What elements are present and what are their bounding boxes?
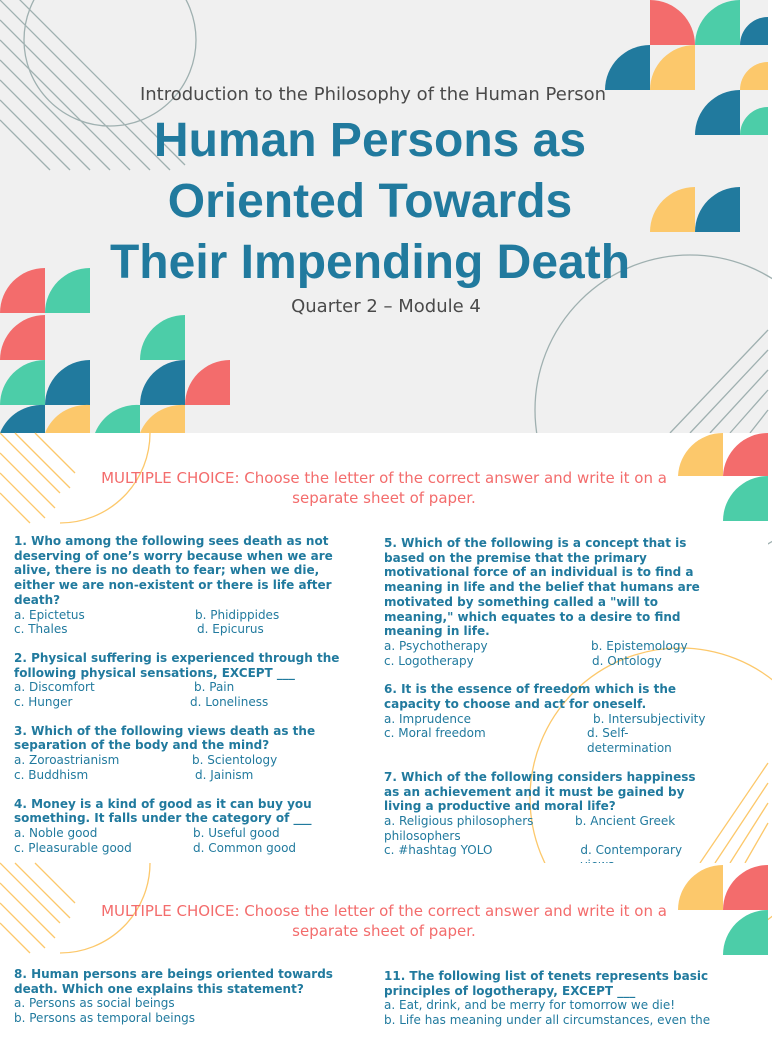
question-text: 1. Who among the following sees death as not deserving of one’s worry because when we are alive, there is no death to fear; when we die, either we are non-existent or there is life after death? [14,534,333,607]
question-text: 6. It is the essence of freedom which is the capacity to choose and act for oneself. [384,682,677,712]
choice: a. Persons as social beings [14,996,175,1011]
question-text: 2. Physical suffering is experienced through the following physical sensations, EXCEPT ___ [14,650,340,680]
question-text: 7. Which of the following considers happiness as an achievement and it must be gained by living a productive and moral life? [384,769,696,814]
choice: a. Eat, drink, and be merry for tomorrow we die! [384,998,676,1013]
choice: a. Zoroastrianism [14,753,120,768]
choice: d. Ontology [592,653,662,668]
subject-title: Introduction to the Philosophy of the Human Person [139,84,607,105]
choice: d. Loneliness [190,695,269,710]
choice: b. Epistemology [591,638,688,653]
module-title-line: Their Impending Death [109,236,631,289]
question-item [384,682,712,756]
choice: a. Epictetus [14,607,85,622]
choice: b. Ancient Greek philosophers [384,813,676,843]
question-column-right [384,969,729,1042]
question-column-left [14,534,354,869]
question-item [14,651,354,710]
question-text: 3. Which of the following views death as the separation of the body and the mind? [14,723,316,753]
instructions: MULTIPLE CHOICE: Choose the letter of the correct answer and write it on a separate sheet of paper. [101,469,667,507]
cover-slide [0,0,768,433]
module-title [0,110,740,293]
choice: b. Scientology [192,753,278,768]
choice: b. Phidippides [195,607,280,622]
question-text: 11. The following list of tenets represents basic principles of logotherapy, EXCEPT ___ [384,969,709,998]
question-item [14,534,354,637]
choice: d. Jainism [195,767,254,782]
choice: c. Thales [14,622,68,637]
choice: c. Pleasurable good [14,840,132,855]
question-column-left [14,967,354,1040]
choice: a. Religious philosophers [384,813,534,828]
choice: b. Life has meaning under all circumstances, even the [384,1013,711,1028]
choice: d. Self-determination [586,726,672,756]
question-column-right [384,536,712,887]
choice: a. Discomfort [14,680,95,695]
choice: d. Contemporary [580,843,683,858]
question-item [384,770,712,873]
choice: a. Psychotherapy [384,638,488,653]
quarter-module-label: Quarter 2 – Module 4 [291,296,481,317]
choice: b. Persons as temporal beings [14,1011,196,1026]
choice: c. Moral freedom [384,726,486,741]
question-text: 4. Money is a kind of good as it can buy you something. It falls under the category of ___ [14,796,312,826]
choice: c. #hashtag YOLO [384,843,493,858]
instructions: MULTIPLE CHOICE: Choose the letter of the correct answer and write it on a separate sheet of paper. [101,902,667,940]
question-item [384,536,712,668]
choice: c. Logotherapy [384,653,474,668]
question-item [14,797,354,856]
choice: b. Pain [194,680,235,695]
question-text: 8. Human persons are beings oriented towards death. Which one explains this statement? [14,967,333,996]
quiz-slide-1 [0,433,768,863]
choice: c. Buddhism [14,767,89,782]
question-item [14,724,354,783]
question-text: 5. Which of the following is a concept that is based on the premise that the primary motivational force of an individual is to find a meaning in life and the belief that humans are motivated by something called a "will to meaning," which equates to a desire to find meaning in life. [384,536,700,639]
choice: a. Noble good [14,825,98,840]
question-item [14,967,354,1026]
question-item [384,969,729,1028]
choice-line [384,814,712,843]
module-title-line: Oriented Towards [167,175,573,228]
choice: d. Epicurus [197,622,264,637]
choice: c. Hunger [14,695,73,710]
choice: d. Common good [193,840,297,855]
choice: b. Useful good [193,825,280,840]
quiz-slide-2 [0,863,768,1028]
choice: a. Imprudence [384,711,471,726]
choice: b. Intersubjectivity [593,711,706,726]
module-title-line: Human Persons as [153,114,587,167]
